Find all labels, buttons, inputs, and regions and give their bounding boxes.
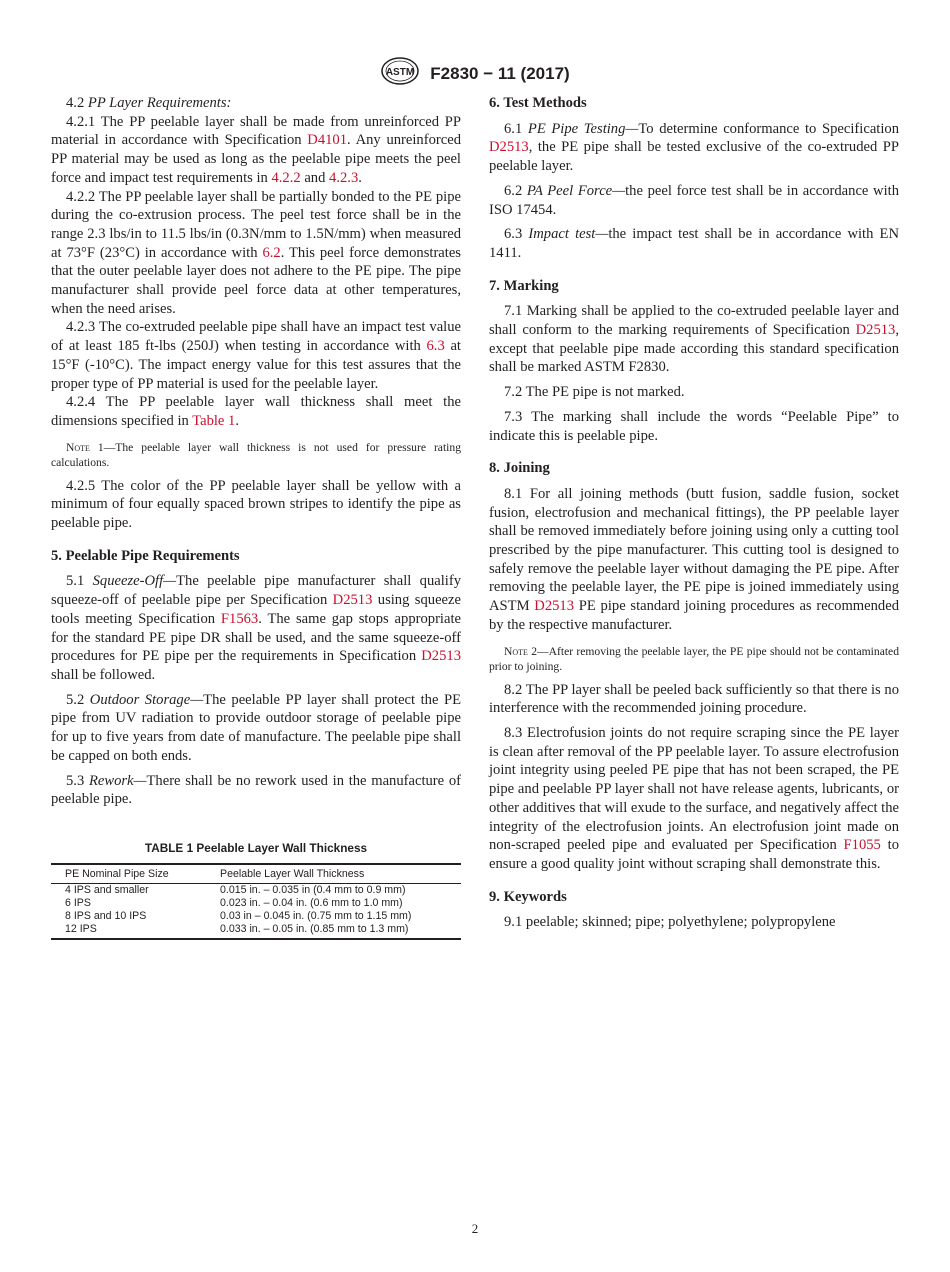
- section-6-3: 6.3 Impact test—the impact test shall be in accordance with EN 1411.: [489, 226, 900, 261]
- link-4-2-2[interactable]: 4.2.2: [271, 169, 301, 186]
- section-7-2: 7.2 The PE pipe is not marked.: [504, 384, 685, 401]
- column-header: Peelable Layer Wall Thickness: [220, 867, 365, 880]
- section-8-1: 8.1 For all joining methods (butt fusion, saddle fusion, socket fusion, electrofusion and mechanical fittings), the PP peelable layer shall be removed immediately before joining using only a cutting tool prescribed by the pipe manufacturer. This cutting tool is designed to safely remove the peelable layer without damaging the PE pipe. After removing the peelable layer, the PE pipe is joined immediately using ASTM D2513 PE pipe standard joining procedures as recommended by the respective manufacturer.: [489, 485, 899, 633]
- page-header: [0, 56, 950, 91]
- section-7-3: 7.3 The marking shall include the words “Peelable Pipe” to indicate this is peelable pipe.: [489, 408, 900, 444]
- table-cell: 0.03 in – 0.045 in. (0.75 mm to 1.15 mm): [220, 909, 412, 922]
- section-4-2-4: 4.2.4 The PP peelable layer wall thickness shall meet the dimensions specified in Table 1.: [51, 394, 461, 429]
- section-4-2-5: 4.2.5 The color of the PP peelable layer shall be yellow with a minimum of four equally spaced brown stripes to identify the pipe as peelable pipe.: [51, 477, 461, 532]
- astm-logo-icon: [380, 56, 420, 91]
- link-f1563[interactable]: F1563: [220, 610, 259, 627]
- table-row: [51, 883, 461, 897]
- table-cell: 0.015 in. – 0.035 in (0.4 mm to 0.9 mm): [220, 883, 406, 896]
- link-d2513[interactable]: D2513: [534, 598, 575, 615]
- table-cell: 0.033 in. – 0.05 in. (0.85 mm to 1.3 mm): [220, 922, 409, 935]
- section-4-2-1: 4.2.1 The PP peelable layer shall be made from unreinforced PP material in accordance with Specification D4101. Any unreinforced PP material may be used as long as the peelable pipe meets the peel force and impact test requirements in 4.2.2 and 4.2.3.: [51, 113, 461, 186]
- table-row: [51, 897, 461, 910]
- note-1: Note 1—The peelable layer wall thickness is not used for pressure rating calculations.: [51, 440, 461, 469]
- heading-section-6: 6. Test Methods: [489, 95, 587, 111]
- link-f1055[interactable]: F1055: [843, 837, 881, 854]
- standard-designation: F2830 − 11 (2017): [430, 63, 570, 83]
- section-4-2-2: 4.2.2 The PP peelable layer shall be partially bonded to the PE pipe during the co-extrusion process. The peel test force shall be in the range 2.3 lbs/in to 11.5 lbs/in (0.3N/mm to 1.5N/mm) when measured at 73°F (23°C) in accordance with 6.2. This peel force demonstrates that the outer peelable layer does not adhere to the PE pipe. The pipe manufacturer shall provide peel force data at other temperatures, when the need arises.: [51, 188, 461, 317]
- table-cell: 8 IPS and 10 IPS: [65, 909, 147, 922]
- note-2: Note 2—After removing the peelable layer, the PE pipe should not be contaminated prior to joining.: [489, 644, 900, 673]
- column-header: PE Nominal Pipe Size: [65, 867, 169, 880]
- page-number: 2: [471, 1221, 479, 1236]
- section-4-2: 4.2 PP Layer Requirements:: [66, 95, 232, 111]
- section-7-1: 7.1 Marking shall be applied to the co-extruded peelable layer and shall conform to the marking requirements of Specification D2513, except that peelable pipe made according this standard specification shall be marked ASTM F2830.: [489, 303, 899, 376]
- link-d4101[interactable]: D4101: [307, 132, 348, 149]
- section-5-3: 5.3 Rework—There shall be no rework used in the manufacture of peelable pipe.: [51, 772, 461, 808]
- section-9-1: 9.1 peelable; skinned; pipe; polyethylene; polypropylene: [504, 914, 836, 931]
- table-row: [51, 910, 461, 923]
- table-cell: 6 IPS: [65, 896, 91, 909]
- section-5-2: 5.2 Outdoor Storage—The peelable PP layer shall protect the PE pipe from UV radiation to provide outdoor storage of peelable pipe for up to five years from date of manufacture. The peelable pipe shall be capped on both ends.: [51, 691, 462, 764]
- svg-text:ASTM: ASTM: [386, 67, 415, 78]
- link-4-2-3[interactable]: 4.2.3: [329, 169, 359, 186]
- table-row: [51, 923, 461, 939]
- link-6-3[interactable]: 6.3: [426, 338, 445, 355]
- table-header-row: [51, 864, 461, 884]
- link-d2513[interactable]: D2513: [489, 139, 529, 156]
- link-table-1[interactable]: Table 1: [192, 412, 236, 429]
- link-d2513[interactable]: D2513: [332, 592, 373, 609]
- right-column: [489, 94, 899, 932]
- table-caption: TABLE 1 Peelable Layer Wall Thickness: [144, 840, 368, 855]
- heading-section-9: 9. Keywords: [489, 888, 567, 905]
- section-5-1: 5.1 Squeeze-Off—The peelable pipe manufacturer shall qualify squeeze-off of peelable pipe per Specification D2513 using squeeze tools meeting Specification F1563. The same gap stops appropriate for the standard PE pipe DR shall be used, and the same squeeze-off procedures for PE pipe per the requirements in Specification D2513 shall be followed.: [51, 573, 461, 683]
- link-d2513[interactable]: D2513: [855, 322, 896, 339]
- table-cell: 4 IPS and smaller: [65, 883, 149, 896]
- table-cell: 0.023 in. – 0.04 in. (0.6 mm to 1.0 mm): [220, 896, 403, 909]
- section-6-2: 6.2 PA Peel Force—the peel force test shall be in accordance with ISO 17454.: [489, 182, 900, 218]
- section-6-1: 6.1 PE Pipe Testing—To determine conformance to Specification D2513, the PE pipe shall be tested exclusive of the co-extruded PP peelable layer.: [489, 120, 899, 175]
- section-8-2: 8.2 The PP layer shall be peeled back sufficiently so that there is no interference with the recommended joining procedure.: [489, 681, 899, 717]
- section-4-2-3: 4.2.3 The co-extruded peelable pipe shall have an impact test value of at least 185 ft-lbs (250J) when testing in accordance with 6.3 at 15°F (-10°C). The impact energy value for this test assures that the proper type of PP material is used for the peelable layer.: [51, 319, 461, 392]
- left-column: [51, 94, 461, 940]
- section-8-3: 8.3 Electrofusion joints do not require scraping since the PE layer is clean after removal of the PP peelable layer. To assure electrofusion joint integrity using peeled PE pipe that has not been scraped, the PE pipe and peelable PP layer shall not have release agents, lubricants, or other additives that will exude to the surface, and negatively affect the integrity of the electrofusion joints. An electrofusion joint made on non-scraped peeled pipe and evaluated per Specification F1055 to ensure a good quality joint without scraping shall demonstrate this.: [489, 724, 899, 872]
- table-cell: 12 IPS: [65, 922, 97, 935]
- wall-thickness-table: [51, 863, 461, 940]
- heading-section-7: 7. Marking: [489, 277, 559, 294]
- heading-section-5: 5. Peelable Pipe Requirements: [51, 547, 240, 564]
- link-6-2[interactable]: 6.2: [262, 244, 281, 261]
- link-d2513[interactable]: D2513: [421, 648, 461, 665]
- heading-section-8: 8. Joining: [489, 460, 550, 477]
